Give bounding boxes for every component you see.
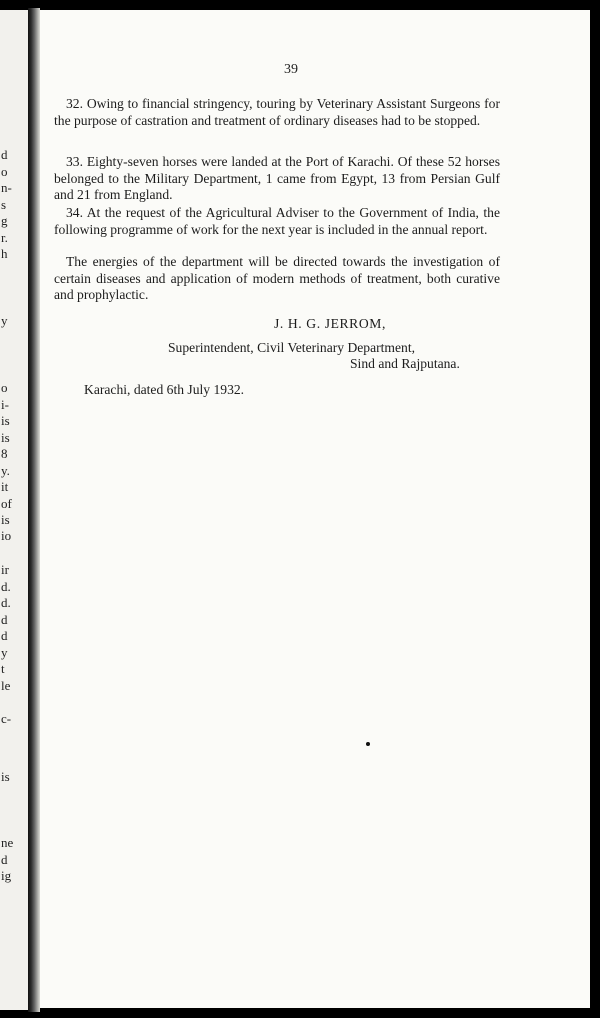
facing-page-fragment: g — [1, 213, 8, 228]
facing-page-fragment: h — [1, 246, 8, 261]
facing-page-fragment: i- — [1, 397, 9, 412]
facing-page-fragment: c- — [1, 711, 12, 726]
facing-page-fragment: d — [1, 628, 8, 643]
facing-page-fragment: y. — [1, 463, 10, 478]
facing-page-fragment: d. — [1, 579, 11, 594]
facing-page-fragment: r. — [1, 230, 8, 245]
facing-page-fragment: t — [1, 661, 5, 676]
paragraph-programme: The energies of the department will be directed towards the investigation of certain diseases and application of modern methods of treatment, both curative and prophylactic. — [54, 254, 500, 302]
document-page — [40, 10, 590, 1008]
signatory-name: J. H. G. JERROM, — [274, 316, 386, 331]
facing-page-fragment: n- — [1, 180, 12, 195]
book-gutter — [28, 8, 40, 1012]
paragraph-34: 34. At the request of the Agricultural Adviser to the Government of India, the following programme of work for the next year is included in the annual report. — [54, 205, 500, 237]
facing-page-fragment: ir — [1, 562, 9, 577]
paragraph-32: 32. Owing to financial stringency, touring by Veterinary Assistant Surgeons for the purpose of castration and treatment of ordinary diseases had to be stopped. — [54, 96, 500, 128]
facing-page-fragment: ne — [1, 835, 14, 850]
facing-page-fragment: s — [1, 197, 7, 212]
facing-page-fragment: is — [1, 769, 10, 784]
facing-page-fragment: y — [1, 645, 8, 660]
signatory-designation: Superintendent, Civil Veterinary Department, — [168, 340, 416, 355]
facing-page-fragment: is — [1, 430, 10, 445]
facing-page-fragment: d — [1, 612, 8, 627]
page-number: 39 — [284, 62, 298, 77]
facing-page-fragment: is — [1, 413, 10, 428]
paragraph-33: 33. Eighty-seven horses were landed at the Port of Karachi. Of these 52 horses belonged to the Military Department, 1 came from Egypt, 13 from Persian Gulf and 21 from England. — [54, 154, 500, 202]
place-and-date: Karachi, dated 6th July 1932. — [84, 382, 245, 397]
facing-page-fragment: y — [1, 313, 8, 328]
facing-page-fragment: d. — [1, 595, 11, 610]
facing-page-fragment: is — [1, 512, 10, 527]
signatory-designation-region: Sind and Rajputana. — [350, 356, 460, 371]
facing-page-fragment: 8 — [1, 446, 8, 461]
facing-page-fragment: d — [1, 147, 8, 162]
facing-page-fragment: io — [1, 528, 12, 543]
facing-page-fragment: d — [1, 852, 8, 867]
facing-page-fragment: o — [1, 164, 8, 179]
facing-page-fragment: it — [1, 479, 9, 494]
facing-page-fragment: of — [1, 496, 12, 511]
facing-page-fragment: ig — [1, 868, 12, 883]
facing-page-edge — [0, 10, 28, 1010]
facing-page-fragment: o — [1, 380, 8, 395]
facing-page-fragment: le — [1, 678, 11, 693]
ink-speck — [366, 742, 370, 746]
